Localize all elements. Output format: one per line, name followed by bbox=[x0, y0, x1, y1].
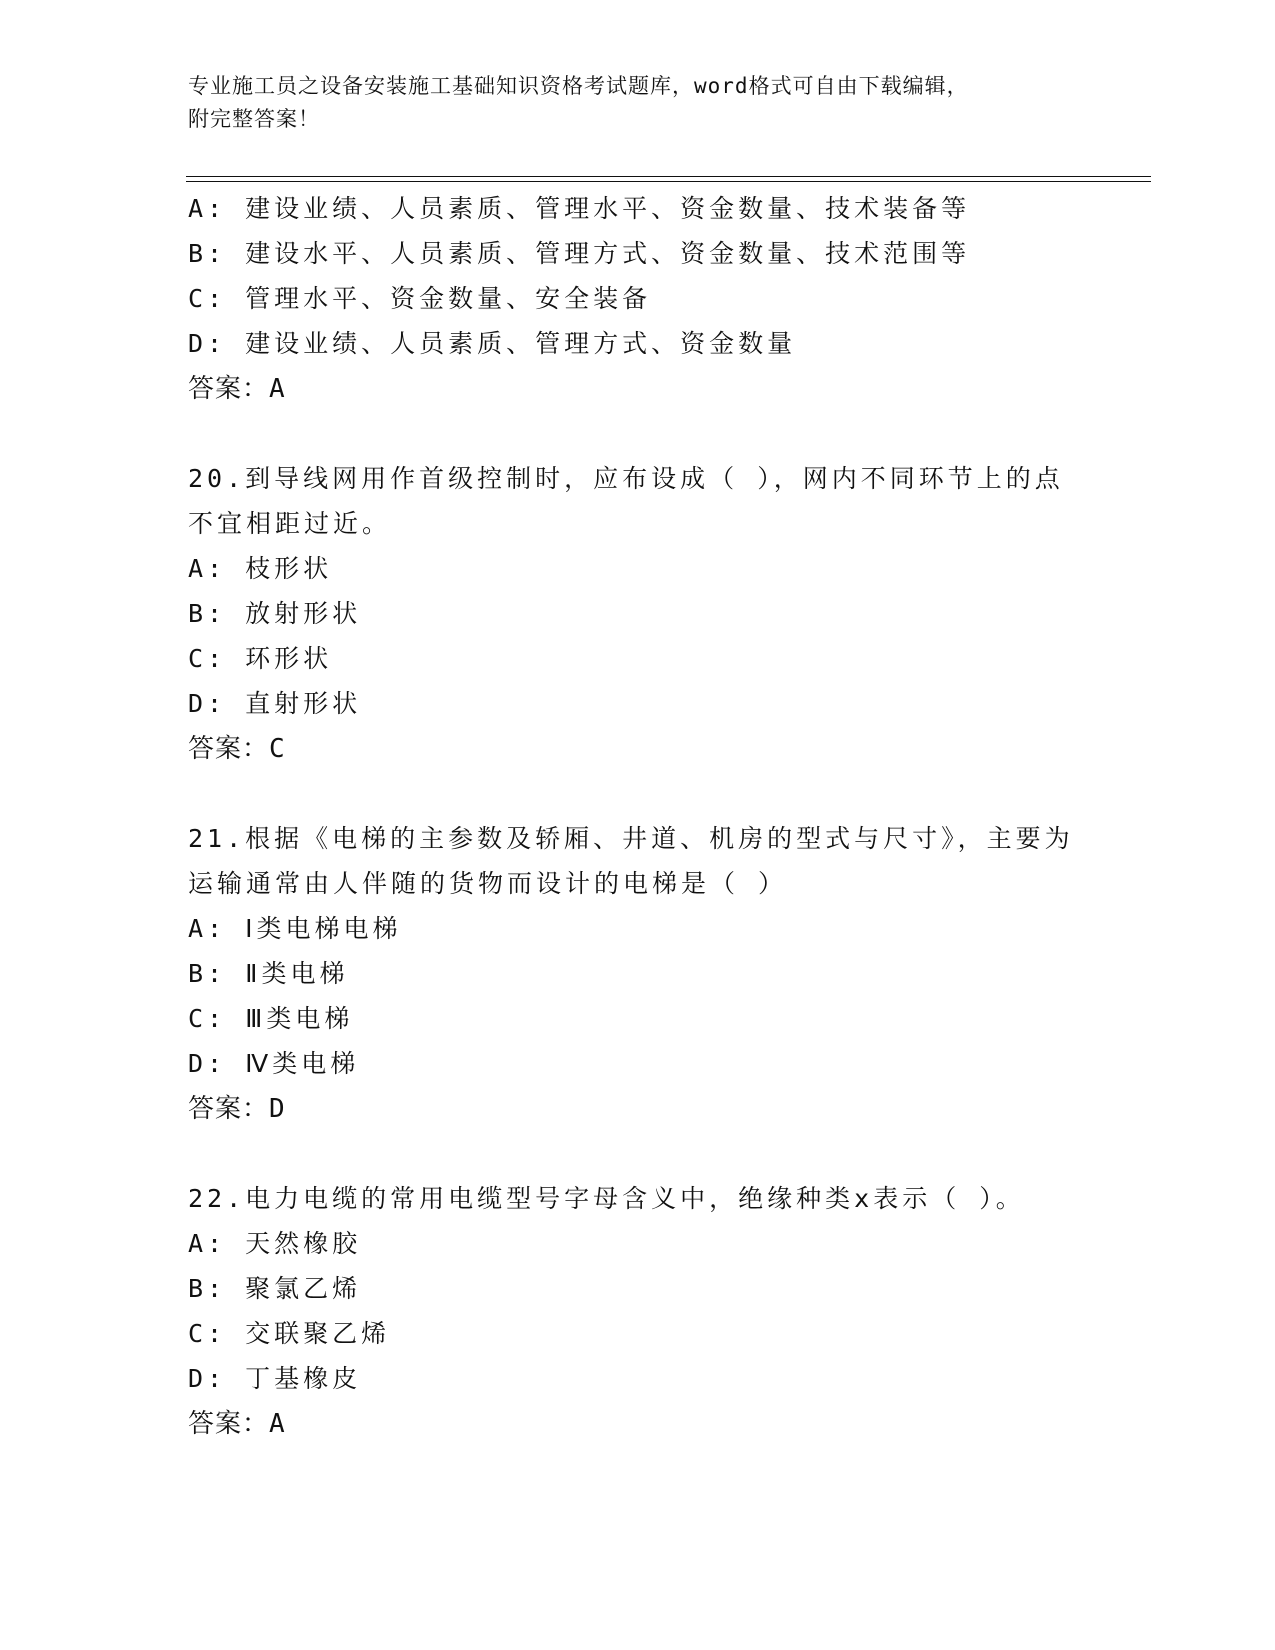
q19-option-a: A: 建设业绩、人员素质、管理水平、资金数量、技术装备等 bbox=[188, 194, 971, 223]
q19-answer: 答案：A bbox=[188, 374, 286, 404]
q22-option-d: D: 丁基橡皮 bbox=[188, 1364, 362, 1393]
header-line-2: 附完整答案！ bbox=[188, 107, 320, 131]
q22-option-a: A: 天然橡胶 bbox=[188, 1229, 362, 1258]
q22-option-c: C: 交联聚乙烯 bbox=[188, 1319, 391, 1348]
document-header bbox=[188, 70, 1068, 136]
q20-option-d: D: 直射形状 bbox=[188, 689, 362, 718]
header-line-1: 专业施工员之设备安装施工基础知识资格考试题库，word格式可自由下载编辑， bbox=[188, 74, 969, 98]
q20-stem-line-2: 不宜相距过近。 bbox=[188, 509, 392, 538]
q22-stem-line-1: 22.电力电缆的常用电缆型号字母含义中，绝缘种类x表示（ ）。 bbox=[188, 1184, 1025, 1213]
q22-option-b: B: 聚氯乙烯 bbox=[188, 1274, 362, 1303]
q21-option-c: C: Ⅲ类电梯 bbox=[188, 1004, 354, 1033]
q20-option-c: C: 环形状 bbox=[188, 644, 333, 673]
q20-answer: 答案：C bbox=[188, 734, 286, 764]
q22-answer: 答案：A bbox=[188, 1409, 286, 1439]
q21-option-d: D: Ⅳ类电梯 bbox=[188, 1049, 360, 1078]
q20-option-b: B: 放射形状 bbox=[188, 599, 362, 628]
q21-stem-line-1: 21.根据《电梯的主参数及轿厢、井道、机房的型式与尺寸》，主要为 bbox=[188, 824, 1074, 853]
q21-option-a: A: Ⅰ类电梯电梯 bbox=[188, 914, 402, 943]
q20-option-a: A: 枝形状 bbox=[188, 554, 333, 583]
q19-option-c: C: 管理水平、资金数量、安全装备 bbox=[188, 284, 652, 313]
q19-option-d: D: 建设业绩、人员素质、管理方式、资金数量 bbox=[188, 329, 797, 358]
q19-option-b: B: 建设水平、人员素质、管理方式、资金数量、技术范围等 bbox=[188, 239, 971, 268]
q21-stem-line-2: 运输通常由人伴随的货物而设计的电梯是（ ） bbox=[188, 869, 788, 898]
q21-answer: 答案：D bbox=[188, 1094, 286, 1124]
q20-stem-line-1: 20.到导线网用作首级控制时，应布设成（ ），网内不同环节上的点 bbox=[188, 464, 1064, 493]
q21-option-b: B: Ⅱ类电梯 bbox=[188, 959, 349, 988]
header-divider bbox=[186, 176, 1151, 182]
